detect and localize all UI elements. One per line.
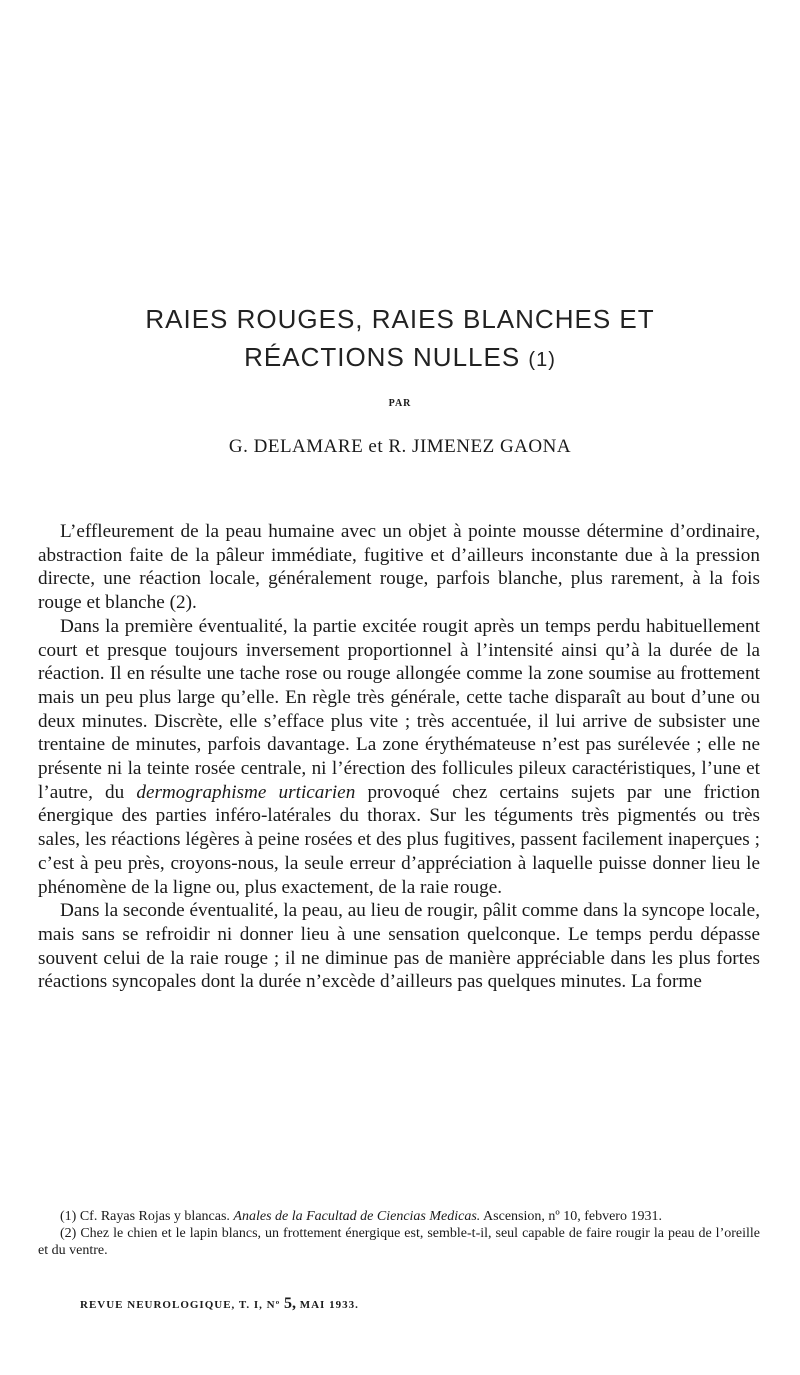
journal-name: REVUE NEUROLOGIQUE, T. I, Nº	[80, 1299, 281, 1311]
paragraph-2-emphasis: dermographisme urticarien	[136, 781, 356, 803]
paragraph-1: L’effleurement de la peau humaine avec un objet à pointe mousse détermine d’ordinaire, abstraction faite de la pâleur immédiate, fugitive et d’ailleurs inconstante due à la pression directe, une réaction locale, généralement rouge, parfois blanche, plus rarement, à la fois rouge et blanche (2).	[38, 521, 760, 614]
article-body	[38, 520, 760, 994]
journal-date: MAI 1933.	[299, 1299, 359, 1311]
paragraph-2	[38, 615, 760, 899]
footnotes	[38, 1208, 760, 1259]
authors: G. DELAMARE et R. JIMENEZ GAONA	[228, 436, 572, 457]
paragraph-2-part-a: Dans la première éventualité, la partie excitée rougit après un temps perdu habituellement court et presque toujours inversement proportionnel à l’intensité ainsi qu’à la durée de la réaction. Il en résulte une tache rose ou rouge allongée comme la zone soumise au frottement mais un peu plus large qu’elle. En règle très générale, cette tache disparaît au bout d’une ou deux minutes. Discrète, elle s’efface plus vite ; très accentuée, il lui arrive de subsister une trentaine de minutes, parfois davantage. La zone érythémateuse n’est pas surélevée ; elle ne présente ni la teinte rosée centrale, ni l’érection des follicules pileux caractéristiques, l’une et l’autre, du	[38, 615, 760, 803]
journal-footer	[80, 1295, 359, 1313]
title-line-2-text: RÉACTIONS NULLES	[244, 342, 521, 372]
footnote-1-journal: Anales de la Facultad de Ciencias Medicas.	[233, 1209, 481, 1224]
paragraph-3: Dans la seconde éventualité, la peau, au lieu de rougir, pâlit comme dans la syncope locale, mais sans se refroidir ni donner lieu à une sensation quelconque. Le temps perdu dépasse souvent celui de la raie rouge ; il ne diminue pas de manière appréciable dans les plus fortes réactions syncopales dont la durée n’excède d’ailleurs pas quelques minutes. La forme	[38, 900, 760, 993]
byline-par: PAR	[388, 398, 412, 409]
title-footnote-ref: (1)	[528, 349, 556, 371]
footnote-2: (2) Chez le chien et le lapin blancs, un frottement énergique est, semble-t-il, seul capable de faire rougir la peau de l’oreille et du ventre.	[38, 1226, 760, 1258]
paragraph-2-part-b: provoqué chez certains sujets par une friction énergique des parties inféro-latérales du thorax. Sur les téguments très pigmentés ou très sales, les réactions légères à peine rosées et des plus fugitives, passent facilement inaperçues ; c’est à peu près, croyons-nous, la seule erreur d’appréciation à laquelle puisse donner lieu le phénomène de la ligne ou, plus exactement, de la raie rouge.	[38, 781, 761, 898]
footnote-1	[38, 1208, 760, 1225]
title-line-1: RAIES ROUGES, RAIES BLANCHES ET	[145, 304, 655, 334]
article-title	[90, 300, 710, 379]
footnote-1-part-b: Ascension, nº 10, febvero 1931.	[483, 1209, 662, 1224]
title-line-2	[90, 338, 710, 379]
footnote-1-part-a: (1) Cf. Rayas Rojas y blancas.	[60, 1209, 230, 1224]
journal-issue: 5,	[283, 1295, 296, 1312]
